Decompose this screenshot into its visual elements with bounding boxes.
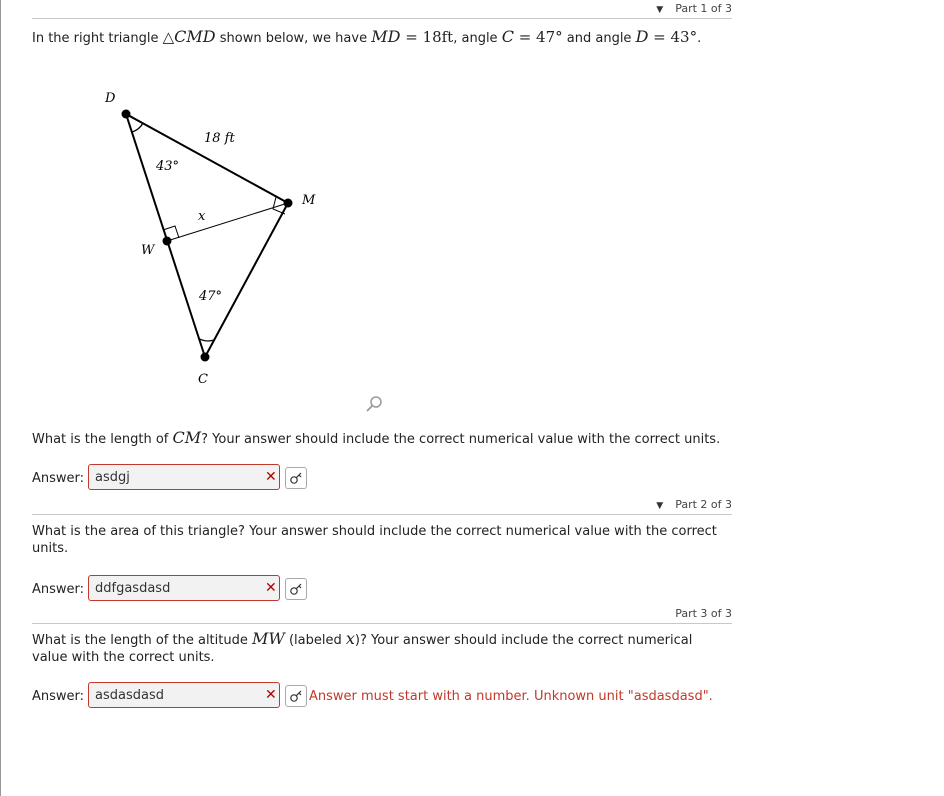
part-3-question: What is the length of the altitude MW (labeled x)? Your answer should include the correct numerical value with the correct units. xyxy=(32,629,693,665)
vertex-d xyxy=(122,110,131,119)
part-2-answer-input[interactable] xyxy=(88,575,280,601)
vertex-w xyxy=(163,237,172,246)
part-2-question: What is the area of this triangle? Your answer should include the correct numerical value with the correct units. xyxy=(32,524,717,556)
x-mark-icon: ✕ xyxy=(265,469,277,485)
part-1-question: What is the length of CM? Your answer should include the correct numerical value with the correct units. xyxy=(32,428,721,447)
part-1-answer-input[interactable] xyxy=(88,464,280,490)
part-2-label: Part 2 of 3 xyxy=(675,498,732,511)
collapse-triangle-icon[interactable]: ▼ xyxy=(656,5,664,15)
label-m: M xyxy=(302,193,316,208)
key-icon xyxy=(289,471,303,485)
label-angle-d: 43° xyxy=(156,159,180,174)
label-c: C xyxy=(198,372,208,387)
vertex-m xyxy=(284,199,293,208)
part-1-answer-label: Answer: xyxy=(32,471,85,486)
part-3-answer-label: Answer: xyxy=(32,689,85,704)
label-x: x xyxy=(198,209,206,224)
part-1-label: Part 1 of 3 xyxy=(675,2,732,15)
angle-arc-d xyxy=(132,123,143,132)
key-icon xyxy=(289,689,303,703)
label-side-length: 18 ft xyxy=(204,131,235,146)
vertex-c xyxy=(201,353,210,362)
part-3-header xyxy=(32,605,732,624)
key-button[interactable] xyxy=(285,578,307,600)
key-button[interactable] xyxy=(285,467,307,489)
key-button[interactable] xyxy=(285,685,307,707)
part-3-label: Part 3 of 3 xyxy=(675,607,732,620)
part-2-header[interactable] xyxy=(32,496,732,515)
label-angle-c: 47° xyxy=(199,289,223,304)
side-mc xyxy=(205,203,288,357)
x-mark-icon: ✕ xyxy=(265,580,277,596)
label-d: D xyxy=(105,91,116,106)
part-3-answer-input[interactable] xyxy=(88,682,280,708)
x-mark-icon: ✕ xyxy=(265,687,277,703)
magnifier-icon[interactable] xyxy=(367,397,381,411)
part-3-error-message: Answer must start with a number. Unknown unit "asdasdasd". xyxy=(309,689,713,704)
problem-intro: In the right triangle △CMD shown below, we have MD = 18ft, angle C = 47° and angle D = 43°. xyxy=(32,27,702,46)
part-2-answer-label: Answer: xyxy=(32,582,85,597)
key-icon xyxy=(289,582,303,596)
label-w: W xyxy=(141,243,155,258)
collapse-triangle-icon[interactable]: ▼ xyxy=(656,501,664,511)
